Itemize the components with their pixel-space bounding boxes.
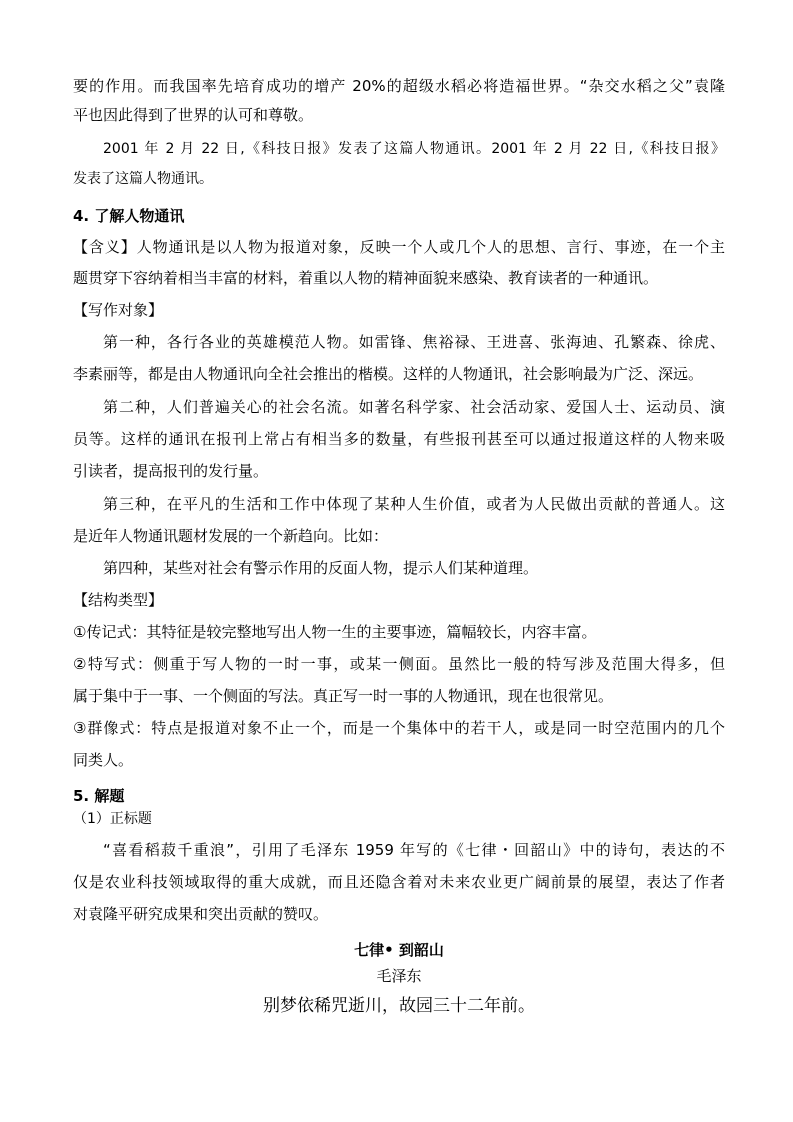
list-item: ③群像式：特点是报道对象不止一个，而是一个集体中的若干人，或是同一时空范围内的几个 (73, 719, 725, 737)
subsection-label: （1）正标题 (73, 811, 152, 827)
poem-author: 毛泽东 (376, 967, 422, 985)
section-heading: 4. 了解人物通讯 (73, 207, 185, 225)
subsection-label: 【结构类型】 (73, 591, 164, 609)
list-item-continued: 同类人。 (73, 751, 134, 769)
paragraph-line: 第一种，各行各业的英雄模范人物。如雷锋、焦裕禄、王进喜、张海迪、孔繁森、徐虎、 (103, 333, 725, 351)
paragraph-line: “喜看稻菽千重浪”，引用了毛泽东 1959 年写的《七律・回韶山》中的诗句，表达的不 (103, 841, 725, 859)
subsection-label: 【写作对象】 (73, 301, 164, 319)
list-item: ①传记式：其特征是较完整地写出人物一生的主要事迹，篇幅较长，内容丰富。 (73, 623, 597, 641)
definition-line: 【含义】人物通讯是以人物为报道对象，反映一个人或几个人的思想、言行、事迹，在一个主 (73, 238, 725, 256)
paragraph-line: 发表了这篇人物通讯。 (73, 171, 213, 187)
paragraph-line: 员等。这样的通讯在报刊上常占有相当多的数量，有些报刊甚至可以通过报道这样的人物来吸 (73, 430, 725, 448)
poem-line: 别梦依稀咒逝川，故园三十二年前。 (263, 996, 535, 1016)
paragraph-line: 第三种，在平凡的生活和工作中体现了某种人生价值，或者为人民做出贡献的普通人。这 (103, 495, 725, 513)
paragraph-line: 要的作用。而我国率先培育成功的增产 20%的超级水稻必将造福世界。“杂交水稻之父”袁隆 (73, 77, 725, 95)
section-heading: 5. 解题 (73, 787, 125, 805)
paragraph-line: 第二种，人们普遍关心的社会名流。如著名科学家、社会活动家、爱国人士、运动员、演 (103, 398, 725, 416)
paragraph-line: 2001 年 2 月 22 日,《科技日报》发表了这篇人物通讯。2001 年 2 月 22 日,《科技日报》 (103, 141, 725, 157)
paragraph-line: 引读者，提高报刊的发行量。 (73, 462, 269, 480)
list-item: ②特写式：侧重于写人物的一时一事，或某一侧面。虽然比一般的特写涉及范围大得多，但 (73, 655, 725, 673)
paragraph-line: 对袁隆平研究成果和突出贡献的赞叹。 (73, 905, 329, 923)
definition-line: 题贯穿下容纳着相当丰富的材料，着重以人物的精神面貌来感染、教育读者的一种通讯。 (73, 269, 659, 287)
paragraph-line: 是近年人物通讯题材发展的一个新趋向。比如： (73, 527, 389, 545)
paragraph-line: 李素丽等，都是由人物通讯向全社会推出的楷模。这样的人物通讯，社会影响最为广泛、深远。 (73, 365, 704, 383)
list-item-continued: 属于集中于一事、一个侧面的写法。真正写一时一事的人物通讯，现在也很常见。 (73, 687, 614, 705)
paragraph-line: 平也因此得到了世界的认可和尊敬。 (73, 106, 314, 124)
paragraph-line: 仅是农业科技领域取得的重大成就，而且还隐含着对未来农业更广阔前景的展望，表达了作者 (73, 873, 725, 891)
paragraph-line: 第四种，某些对社会有警示作用的反面人物，提示人们某种道理。 (103, 559, 539, 577)
poem-title: 七律• 到韶山 (354, 941, 444, 959)
